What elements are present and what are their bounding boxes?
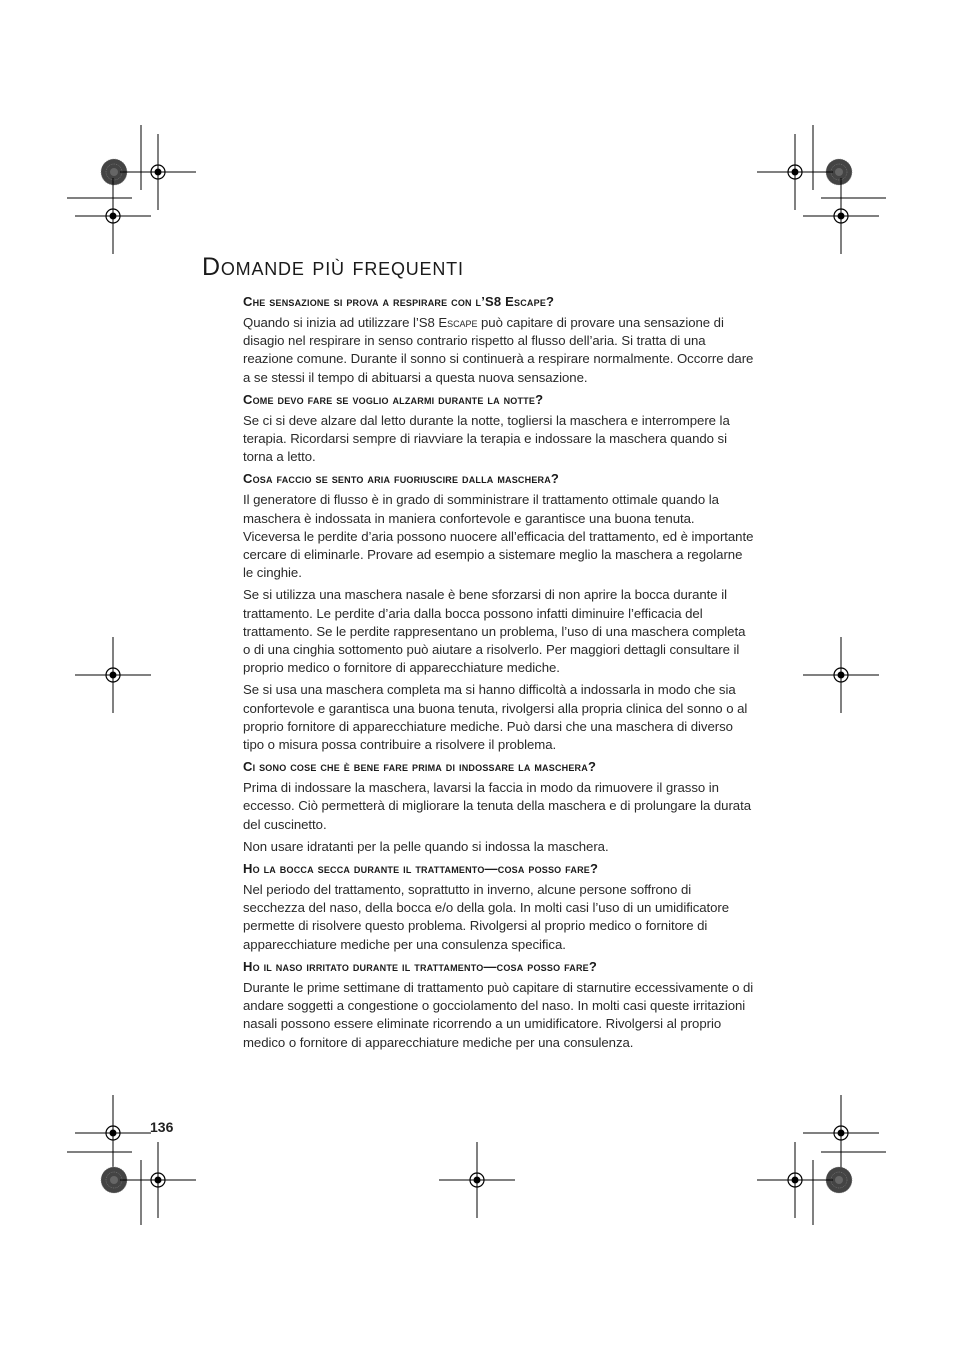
registration-mark <box>757 125 886 254</box>
faq-question: Come devo fare se voglio alzarmi durante la notte? <box>243 391 544 407</box>
faq-answer: Durante le prime settimane di trattamento può capitare di starnutire eccessivamente o di andare soggetti a congestione o gocciolamento del naso. In molti casi queste irritazioni nasali possono essere eliminate ricorrendo a un umidificatore. Rivolgersi al proprio medico o fornitore di apparecchiature mediche per una consulenza. <box>243 979 754 1050</box>
answer-text: può capitare di provare una sensazione di disagio nel respirare in senso contrario rispetto al flusso dell’aria. Si tratta di una reazione comune. Durante il sonno si continuerà a respirare normalmente. Occorre dare a se stessi il tempo di abituarsi a questa nuova sensazione. <box>243 315 754 385</box>
faq-answer: Prima di indossare la maschera, lavarsi la faccia in modo da rimuovere il grasso in eccesso. Ciò permetterà di migliorare la tenuta della maschera e di prolungare la durata del cuscinetto. <box>243 780 751 832</box>
faq-answer: Se si usa una maschera completa ma si hanno difficoltà a indossarla in modo che sia confortevole e garantisca una buona tenuta, rivolgersi alla propria clinica del sonno o al proprio fornitore di apparecchiature mediche. Può darsi che una maschera di diverso tipo o misura possa contribuire a risolvere il problema. <box>243 682 748 753</box>
faq-question: Ho la bocca secca durante il trattamento—cosa posso fare? <box>243 861 599 877</box>
faq-answer: Se ci si deve alzare dal letto durante la notte, togliersi la maschera e interrompere la terapia. Ricordarsi sempre di riavviare la terapia e indossare la maschera quando si torna a letto. <box>243 412 730 465</box>
faq-answer <box>243 314 755 387</box>
faq-question: Cosa faccio se sento aria fuoriuscire dalla maschera? <box>243 471 560 487</box>
faq-answer: Non usare idratanti per la pelle quando si indossa la maschera. <box>243 838 609 854</box>
registration-mark <box>67 1095 196 1225</box>
registration-mark <box>757 1095 886 1225</box>
product-name: S8 Escape <box>418 315 478 330</box>
faq-answer: Il generatore di flusso è in grado di somministrare il trattamento ottimale quando la maschera è indossata in maniera confortevole e garantisce una buona tenuta. Viceversa le perdite d’aria possono nuocere all’efficacia del trattamento, ed è importante cercare di eliminarle. Provare ad esempio a sistemare meglio la maschera a regolarne le cinghie. <box>243 492 754 581</box>
page-number: 136 <box>150 1119 174 1135</box>
faq-answer: Se si utilizza una maschera nasale è bene sforzarsi di non aprire la bocca durante il trattamento. Le perdite d’aria dalla bocca possono infatti diminuire l’efficacia del trattamento. Se le perdite rappresentano un problema, l’uso di una maschera completa o di una cinghia sottomento può aiutare a risolverlo. Per maggiori dettagli consultare il proprio medico o fornitore di apparecchiature mediche. <box>243 587 746 676</box>
faq-section <box>243 293 755 1056</box>
page-title: Domande più frequenti <box>202 253 464 281</box>
registration-mark <box>439 1142 515 1218</box>
faq-question: Ci sono cose che è bene fare prima di indossare la maschera? <box>243 759 597 775</box>
faq-answer: Nel periodo del trattamento, soprattutto in inverno, alcune persone soffrono di secchezza del naso, della bocca e/o della gola. In molti casi l’uso di un umidificatore permette di risolvere questo problema. Rivolgersi al proprio medico o fornitore di apparecchiature mediche per una consulenza specifica. <box>243 882 730 952</box>
registration-mark <box>67 125 196 254</box>
answer-text: Quando si inizia ad utilizzare l’ <box>243 315 419 330</box>
faq-question: Ho il naso irritato durante il trattamento—cosa posso fare? <box>243 958 598 974</box>
registration-mark <box>803 637 879 713</box>
faq-question: Che sensazione si prova a respirare con l’S8 Escape? <box>243 294 555 309</box>
registration-mark <box>75 637 151 713</box>
